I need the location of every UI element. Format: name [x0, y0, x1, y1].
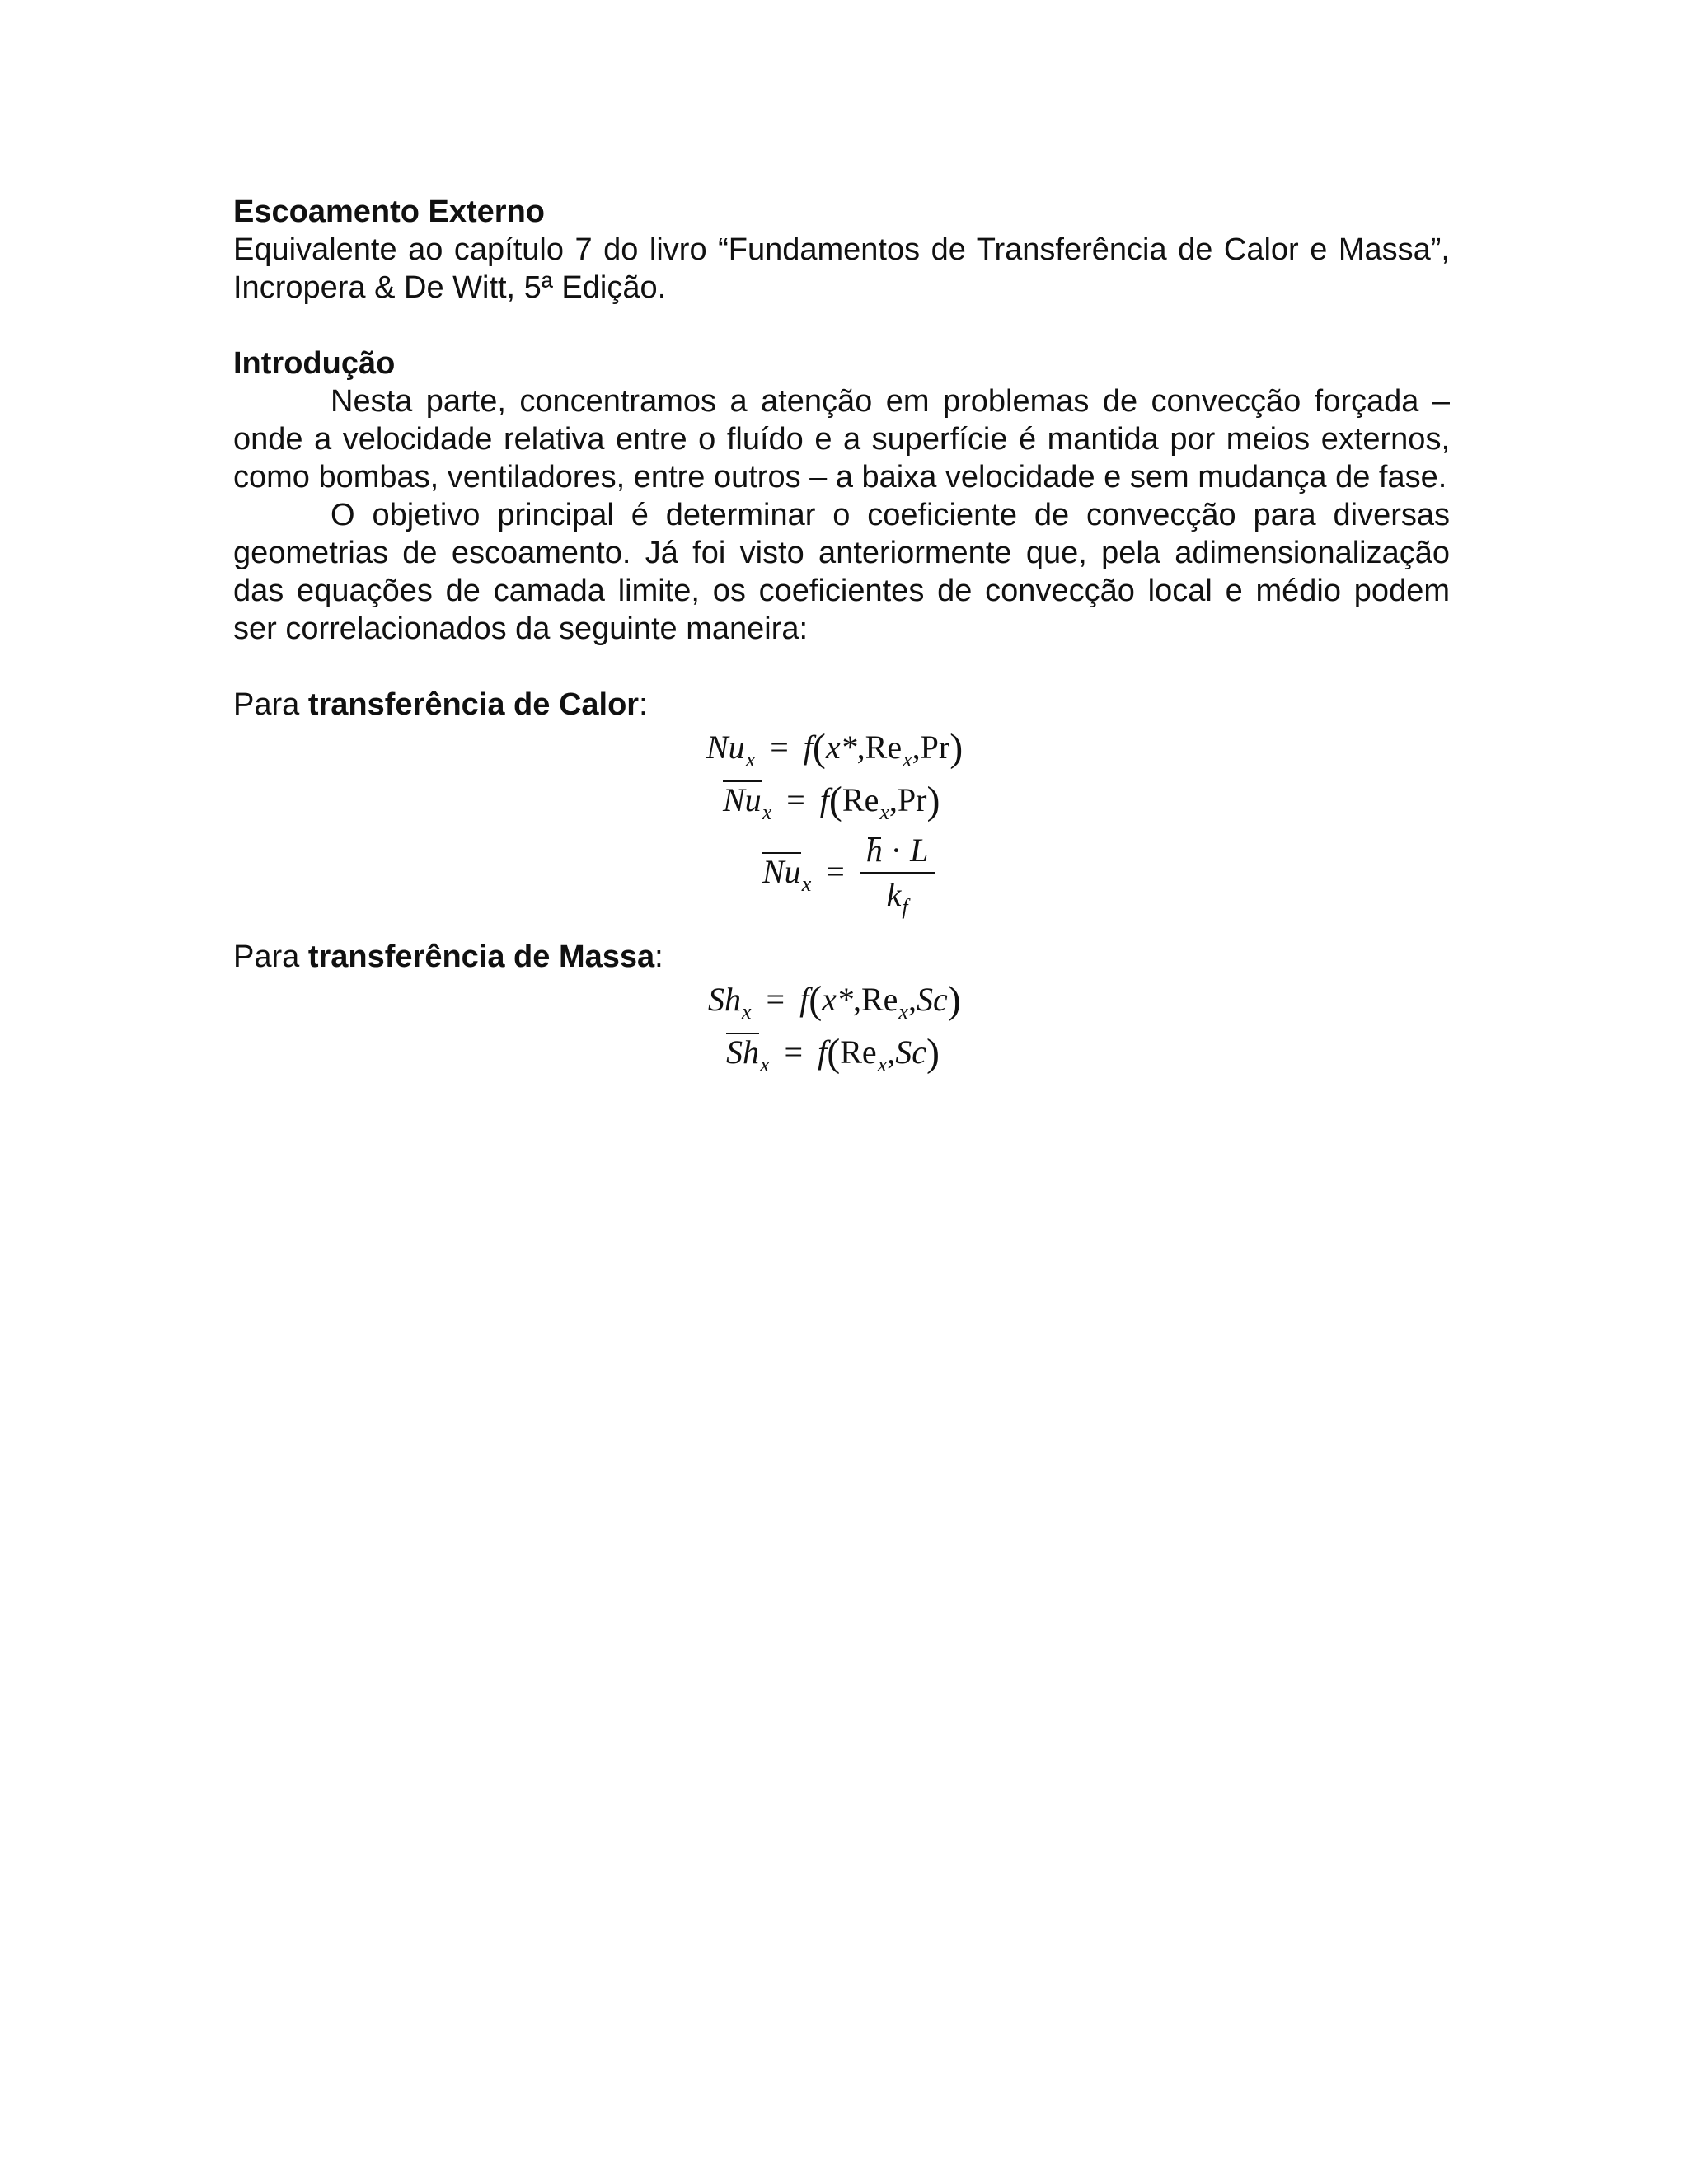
nu-bar-symbol: Nu — [723, 781, 762, 818]
equals-sign: = — [826, 852, 845, 890]
equals-sign: = — [766, 981, 785, 1018]
fraction-denominator — [860, 874, 935, 917]
equation-average-nusselt — [723, 780, 940, 823]
subscript-x: x — [760, 1052, 770, 1076]
heat-label-suffix: : — [639, 687, 648, 722]
mass-label-suffix: : — [654, 940, 663, 974]
intro-paragraph-2: O objetivo principal é determinar o coeficiente de convecção para diversas geometrias de escoamento. Já foi visto anteriormente que, pela adimensionalização das equações de camada limite, os coeficientes de convecção local e médio podem ser correlacionados da seguinte maneira: — [233, 498, 1450, 646]
right-paren: ) — [950, 726, 964, 770]
fraction — [860, 832, 935, 917]
x-star: x* — [825, 729, 857, 766]
comma: , — [852, 981, 861, 1018]
intro-paragraph-1: Nesta parte, concentramos a atenção em problemas de convecção forçada – onde a velocidade relativa entre o fluído e a superfície é mantida por meios externos, como bombas, ventiladores, entre outros – a baixa velocidade e sem mudança de fase. — [233, 384, 1450, 494]
equation-local-nusselt — [706, 727, 963, 771]
subscript-x: x — [898, 1000, 908, 1024]
document-title: Escoamento Externo — [233, 194, 545, 229]
re-symbol: Re — [865, 729, 903, 766]
sh-bar-symbol: Sh — [726, 1033, 759, 1071]
dot-operator: · — [890, 832, 903, 869]
equation-local-sherwood — [708, 979, 961, 1023]
function-f: f — [819, 781, 829, 818]
re-symbol: Re — [842, 781, 879, 818]
nu-bar-symbol: Nu — [762, 852, 801, 890]
function-f: f — [803, 729, 813, 766]
subscript-x: x — [877, 1052, 888, 1076]
document-subtitle: Equivalente ao capítulo 7 do livro “Fundamentos de Transferência de Calor e Massa”, Incropera & De Witt, 5ª Edição. — [233, 232, 1450, 305]
subscript-x: x — [745, 748, 756, 771]
equals-sign: = — [770, 729, 789, 766]
subscript-x: x — [879, 800, 889, 824]
sh-symbol: Sh — [708, 981, 741, 1018]
equals-sign: = — [786, 781, 805, 818]
left-paren: ( — [809, 978, 823, 1022]
comma: , — [907, 981, 917, 1018]
comma: , — [887, 1033, 896, 1071]
mass-transfer-label — [233, 938, 1450, 976]
sc-symbol: Sc — [895, 1033, 926, 1071]
function-f: f — [818, 1033, 828, 1071]
fraction-numerator — [860, 832, 935, 874]
pr-symbol: Pr — [920, 729, 950, 766]
spacer — [233, 307, 1450, 344]
document-page — [233, 193, 1450, 1091]
sc-symbol: Sc — [916, 981, 948, 1018]
l-symbol: L — [910, 832, 929, 869]
heat-label-prefix: Para — [233, 687, 308, 722]
equation-average-sherwood — [726, 1032, 940, 1076]
equation-nusselt-definition — [762, 832, 935, 917]
heat-equations — [233, 724, 1450, 938]
equals-sign: = — [784, 1033, 804, 1071]
h-bar-symbol: h — [865, 832, 883, 869]
mass-label-bold: transferência de Massa — [307, 940, 655, 974]
comma: , — [856, 729, 865, 766]
left-paren: ( — [828, 779, 842, 823]
subscript-x: x — [762, 800, 772, 824]
x-star: x* — [822, 981, 853, 1018]
spacer — [233, 648, 1450, 686]
comma: , — [889, 781, 898, 818]
re-symbol: Re — [840, 1033, 877, 1071]
mass-label-prefix: Para — [233, 940, 308, 974]
pr-symbol: Pr — [897, 781, 927, 818]
intro-heading: Introdução — [233, 346, 396, 381]
subscript-f: f — [902, 895, 908, 919]
subscript-x: x — [903, 748, 912, 771]
heat-transfer-label — [233, 686, 1450, 724]
function-f: f — [799, 981, 809, 1018]
right-paren: ) — [926, 779, 940, 823]
subscript-x: x — [742, 1000, 752, 1024]
k-symbol: k — [886, 876, 902, 913]
mass-equations — [233, 976, 1450, 1091]
re-symbol: Re — [860, 981, 898, 1018]
heat-label-bold: transferência de Calor — [307, 687, 640, 722]
right-paren: ) — [947, 978, 961, 1022]
right-paren: ) — [926, 1031, 940, 1075]
subscript-x: x — [801, 871, 812, 896]
left-paren: ( — [827, 1031, 841, 1075]
comma: , — [912, 729, 921, 766]
nu-symbol: Nu — [706, 729, 745, 766]
left-paren: ( — [812, 726, 826, 770]
